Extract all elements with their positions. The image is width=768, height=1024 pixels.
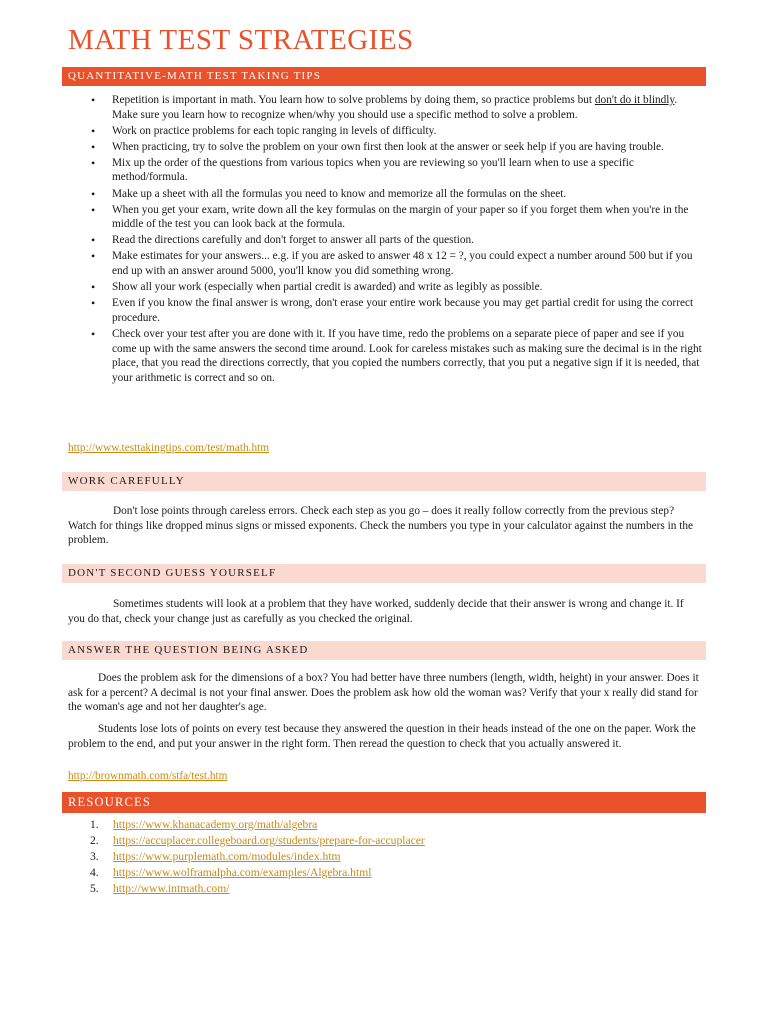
resources-list: [90, 817, 425, 897]
list-item: • Make up a sheet with all the formulas you need to know and memorize all the formulas on the sheet.: [112, 187, 702, 202]
resource-link-wolframalpha[interactable]: https://www.wolframalpha.com/examples/Algebra.html: [113, 866, 372, 879]
list-item: • Show all your work (especially when partial credit is awarded) and write as legibly as possible.: [112, 280, 702, 295]
list-item: • Even if you know the final answer is wrong, don't erase your entire work because you may get partial credit for using the correct procedure.: [112, 296, 702, 325]
list-item: • Mix up the order of the questions from various topics when you are reviewing so you'll learn when to use a specific method/formula.: [112, 156, 702, 185]
testtakingtips-link[interactable]: http://www.testtakingtips.com/test/math.htm: [68, 442, 270, 454]
answer-question-paragraph-1: Does the problem ask for the dimensions of a box? You had better have three numbers (length, width, height) in your answer. Does it ask for a percent? A decimal is not your final answer. Does the problem ask how old the woman was? Verify that your x really did stand for the woman's age and not her daughter's age.: [68, 672, 699, 714]
section-heading-resources: RESOURCES: [62, 792, 706, 813]
work-carefully-paragraph: Don't lose points through careless errors. Check each step as you go – does it really follow correctly from the previous step? Watch for things like dropped minus signs or missed exponents. Check the numbers you type in your calculator against the numbers in the problem.: [68, 505, 694, 547]
section-heading-work-carefully: WORK CAREFULLY: [62, 472, 706, 491]
section-heading-tips: QUANTITATIVE-MATH TEST TAKING TIPS: [62, 67, 706, 86]
list-item: 3. https://www.purplemath.com/modules/index.htm: [90, 850, 341, 863]
list-item: 5. http://www.intmath.com/: [90, 882, 230, 895]
tips-list: [112, 93, 702, 387]
list-item: • Read the directions carefully and don't forget to answer all parts of the question.: [112, 233, 702, 248]
resource-link-intmath[interactable]: http://www.intmath.com/: [113, 882, 230, 895]
list-item: • When practicing, try to solve the problem on your own first then look at the answer or seek help if you are having trouble.: [112, 140, 702, 155]
list-item: • When you get your exam, write down all the key formulas on the margin of your paper so if you forget them when you're in the middle of the test you can look back at the formula.: [112, 203, 702, 232]
list-item: • Check over your test after you are done with it. If you have time, redo the problems on a separate piece of paper and see if you come up with the same answers the second time around. Look for careless mistakes such as making sure the decimal is in the right place, that you read the directions correctly, that you copied the numbers correctly, that you put a negative sign if it is needed, that your arithmetic is correct and so on.: [112, 327, 702, 385]
section-heading-second-guess: DON'T SECOND GUESS YOURSELF: [62, 564, 706, 583]
resource-link-khanacademy[interactable]: https://www.khanacademy.org/math/algebra: [113, 818, 318, 831]
underlined-text: don't do it blindly: [594, 94, 675, 106]
list-item: • Make estimates for your answers... e.g. if you are asked to answer 48 x 12 = ?, you could expect a number around 500 but if you end up with an answer around 5000, you'll know you did something wrong.: [112, 249, 702, 278]
page-title: MATH TEST STRATEGIES: [68, 24, 414, 56]
second-guess-paragraph: Sometimes students will look at a problem that they have worked, suddenly decide that their answer is wrong and change it. If you do that, check your change just as carefully as you checked the original.: [68, 598, 684, 625]
list-item: • Work on practice problems for each topic ranging in levels of difficulty.: [112, 124, 702, 139]
resource-link-accuplacer[interactable]: https://accuplacer.collegeboard.org/students/prepare-for-accuplacer: [113, 834, 425, 847]
answer-question-paragraph-2: Students lose lots of points on every test because they answered the question in their heads instead of the one on the paper. Work the problem to the end, and put your answer in the right form. Then reread the question to check that you actually answered it.: [68, 723, 696, 750]
list-item: 4. https://www.wolframalpha.com/examples/Algebra.html: [90, 866, 372, 879]
list-item: 1. https://www.khanacademy.org/math/algebra: [90, 818, 318, 831]
section-heading-answer-question: ANSWER THE QUESTION BEING ASKED: [62, 641, 706, 660]
list-item: • Repetition is important in math. You learn how to solve problems by doing them, so practice problems but don't do it blindly. Make sure you learn how to recognize when/why you should use a specific method to solve a problem.: [112, 93, 702, 122]
list-item: 2. https://accuplacer.collegeboard.org/students/prepare-for-accuplacer: [90, 834, 425, 847]
brownmath-link[interactable]: http://brownmath.com/stfa/test.htm: [68, 770, 228, 782]
resource-link-purplemath[interactable]: https://www.purplemath.com/modules/index.htm: [113, 850, 341, 863]
